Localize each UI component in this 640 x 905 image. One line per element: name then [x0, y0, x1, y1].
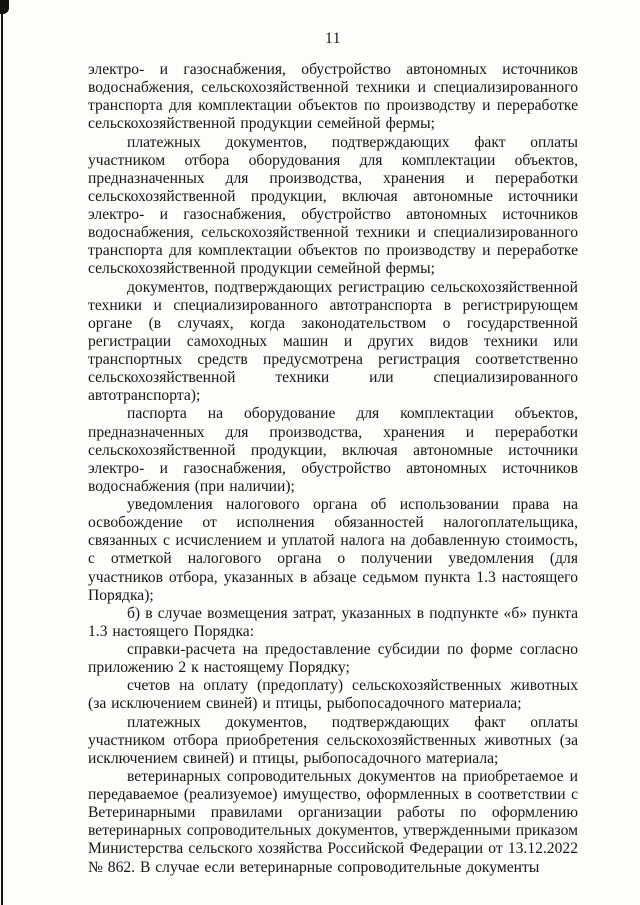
paragraph: справки-расчета на предоставление субсидии по форме согласно приложению 2 к настоящему Порядку;	[88, 641, 578, 677]
paragraph: ветеринарных сопроводительных документов на приобретаемое и передаваемое (реализуемое) имущество, оформленных в соответствии с Ветеринарными правилами организации работы по оформлению ветеринарных сопроводительных документов, утвержденными приказом Министерства сельского хозяйства Российской Федерации от 13.12.2022 № 862. В случае если ветеринарные сопроводительные документы	[88, 767, 578, 876]
paragraph-subitem-b: б) в случае возмещения затрат, указанных в подпункте «б» пункта 1.3 настоящего Порядка:	[88, 604, 578, 640]
paragraph: счетов на оплату (предоплату) сельскохозяйственных животных (за исключением свиней) и птицы, рыбопосадочного материала;	[88, 677, 578, 713]
scan-edge-line	[1, 0, 3, 905]
paragraph: платежных документов, подтверждающих факт оплаты участником отбора приобретения сельскохозяйственных животных (за исключением свиней) и птицы, рыбопосадочного материала;	[88, 713, 578, 767]
page-number: 11	[325, 30, 341, 47]
paragraph-continuation: электро- и газоснабжения, обустройство автономных источников водоснабжения, сельскохозяйственной техники и специализированного транспорта для комплектации объектов по производству и переработке сельскохозяйственной продукции семейной фермы;	[88, 61, 578, 133]
document-text-block	[88, 61, 578, 877]
paragraph: платежных документов, подтверждающих факт оплаты участником отбора оборудования для комплектации объектов, предназначенных для производства, хранения и переработки сельскохозяйственной продукции, включая автономные источники электро- и газоснабжения, обустройство автономных источников водоснабжения, сельскохозяйственной техники и специализированного транспорта для комплектации объектов по производству и переработке сельскохозяйственной продукции семейной фермы;	[88, 133, 578, 278]
scan-corner-mark	[0, 0, 9, 14]
paragraph: уведомления налогового органа об использовании права на освобождение от исполнения обязанностей налогоплательщика, связанных с исчислением и уплатой налога на добавленную стоимость, с отметкой налогового органа о получении уведомления (для участников отбора, указанных в абзаце седьмом пункта 1.3 настоящего Порядка);	[88, 496, 578, 604]
paragraph: паспорта на оборудование для комплектации объектов, предназначенных для производства, хранения и переработки сельскохозяйственной продукции, включая автономные источники электро- и газоснабжения, обустройство автономных источников водоснабжения (при наличии);	[88, 405, 578, 495]
paragraph: документов, подтверждающих регистрацию сельскохозяйственной техники и специализированного автотранспорта в регистрирующем органе (в случаях, когда законодательством о государственной регистрации самоходных машин и других видов техники или транспортных средств предусмотрена регистрация соответственно сельскохозяйственной техники или специализированного автотранспорта);	[88, 278, 578, 405]
